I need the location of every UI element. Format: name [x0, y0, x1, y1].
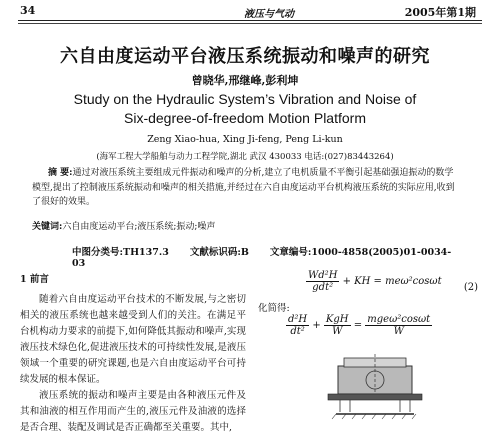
title-english: [0, 90, 490, 128]
keywords-text: 六自由度运动平台;液压系统;振动;噪声: [62, 222, 216, 232]
clc-number: 中图分类号:TH137.3: [72, 247, 169, 258]
document-code: 文献标识码:B: [189, 247, 249, 258]
header-rule: [18, 20, 482, 21]
title-english-line2: Six-degree-of-freedom Motion Platform: [124, 110, 366, 126]
authors-english: Zeng Xiao-hua, Xing Ji-feng, Peng Li-kun: [147, 134, 343, 145]
eq2-rhs: meω²cosωt: [385, 276, 442, 287]
journal-name: 液压与气动: [244, 9, 294, 20]
motor-foundation-figure: [300, 352, 450, 421]
page-number: 34: [20, 4, 36, 17]
equation-3: $\frac{\text{d²H}}{\text{dt²}}$ + $\frac{\text{KgH}}{W}$ = $\frac{\text{mgeω²cosωt}}{W}$: [288, 314, 431, 337]
left-column: [20, 272, 246, 436]
simplify-label: 化简得:: [258, 303, 290, 314]
motor-drawing: [328, 354, 422, 419]
equation-2: [306, 270, 442, 293]
keywords-label: 关键词:: [32, 222, 63, 232]
equation-number: (2): [463, 282, 478, 293]
abstract-label: 摘 要:: [48, 168, 73, 178]
title-english-line1: Study on the Hydraulic System’s Vibration and Noise of: [73, 91, 417, 107]
paragraph-2: 液压系统的振动和噪声主要是由各种液压元件及其和油液的相互作用而产生的,液压元件及油液的选择是否合理、装配及调试是否正确都至关重要。其中,: [20, 390, 246, 433]
affiliation: (海军工程大学船舶与动力工程学院,湖北 武汉 430033 电话:(027)83443264): [96, 152, 394, 162]
abstract-text: 通过对液压系统主要组成元件振动和噪声的分析,建立了电机质量不平衡引起基础强迫振动的数学模型,提出了控制液压系统振动和噪声的相关措施,并经过在六自由度运动平台机构液压系统的实际应用,收到了很好的效果。: [32, 168, 455, 207]
paragraph-1: 随着六自由度运动平台技术的不断发展,与之密切相关的液压系统也越来越受到人们的关注。在满足平台机构动力要求的前提下,如何降低其振动和噪声,实现液压技术绿色化,促进液压技术的可持续性发展,是液压领域一个重要的研究课题,也是六自由度运动平台可持续发展的根本保证。: [20, 294, 246, 385]
year-issue: 2005年第1期: [404, 6, 476, 19]
running-header: [18, 4, 480, 20]
section-heading: 1 前言: [20, 274, 49, 285]
eq2-mid: + KH =: [342, 276, 382, 287]
header-rule-thin: [18, 23, 482, 24]
title-chinese: 六自由度运动平台液压系统振动和噪声的研究: [60, 46, 430, 67]
article-id: 文章编号:1000-4858(2005)01-0034-03: [72, 247, 452, 269]
keywords: [32, 219, 462, 232]
classification-line: [72, 244, 470, 269]
authors-chinese: 曾晓华,邢继峰,彭利坤: [191, 74, 299, 87]
eq2-fraction: $\frac{\text{Wd²H}}{\text{gdt²}}$: [308, 270, 338, 293]
abstract: [32, 166, 462, 210]
